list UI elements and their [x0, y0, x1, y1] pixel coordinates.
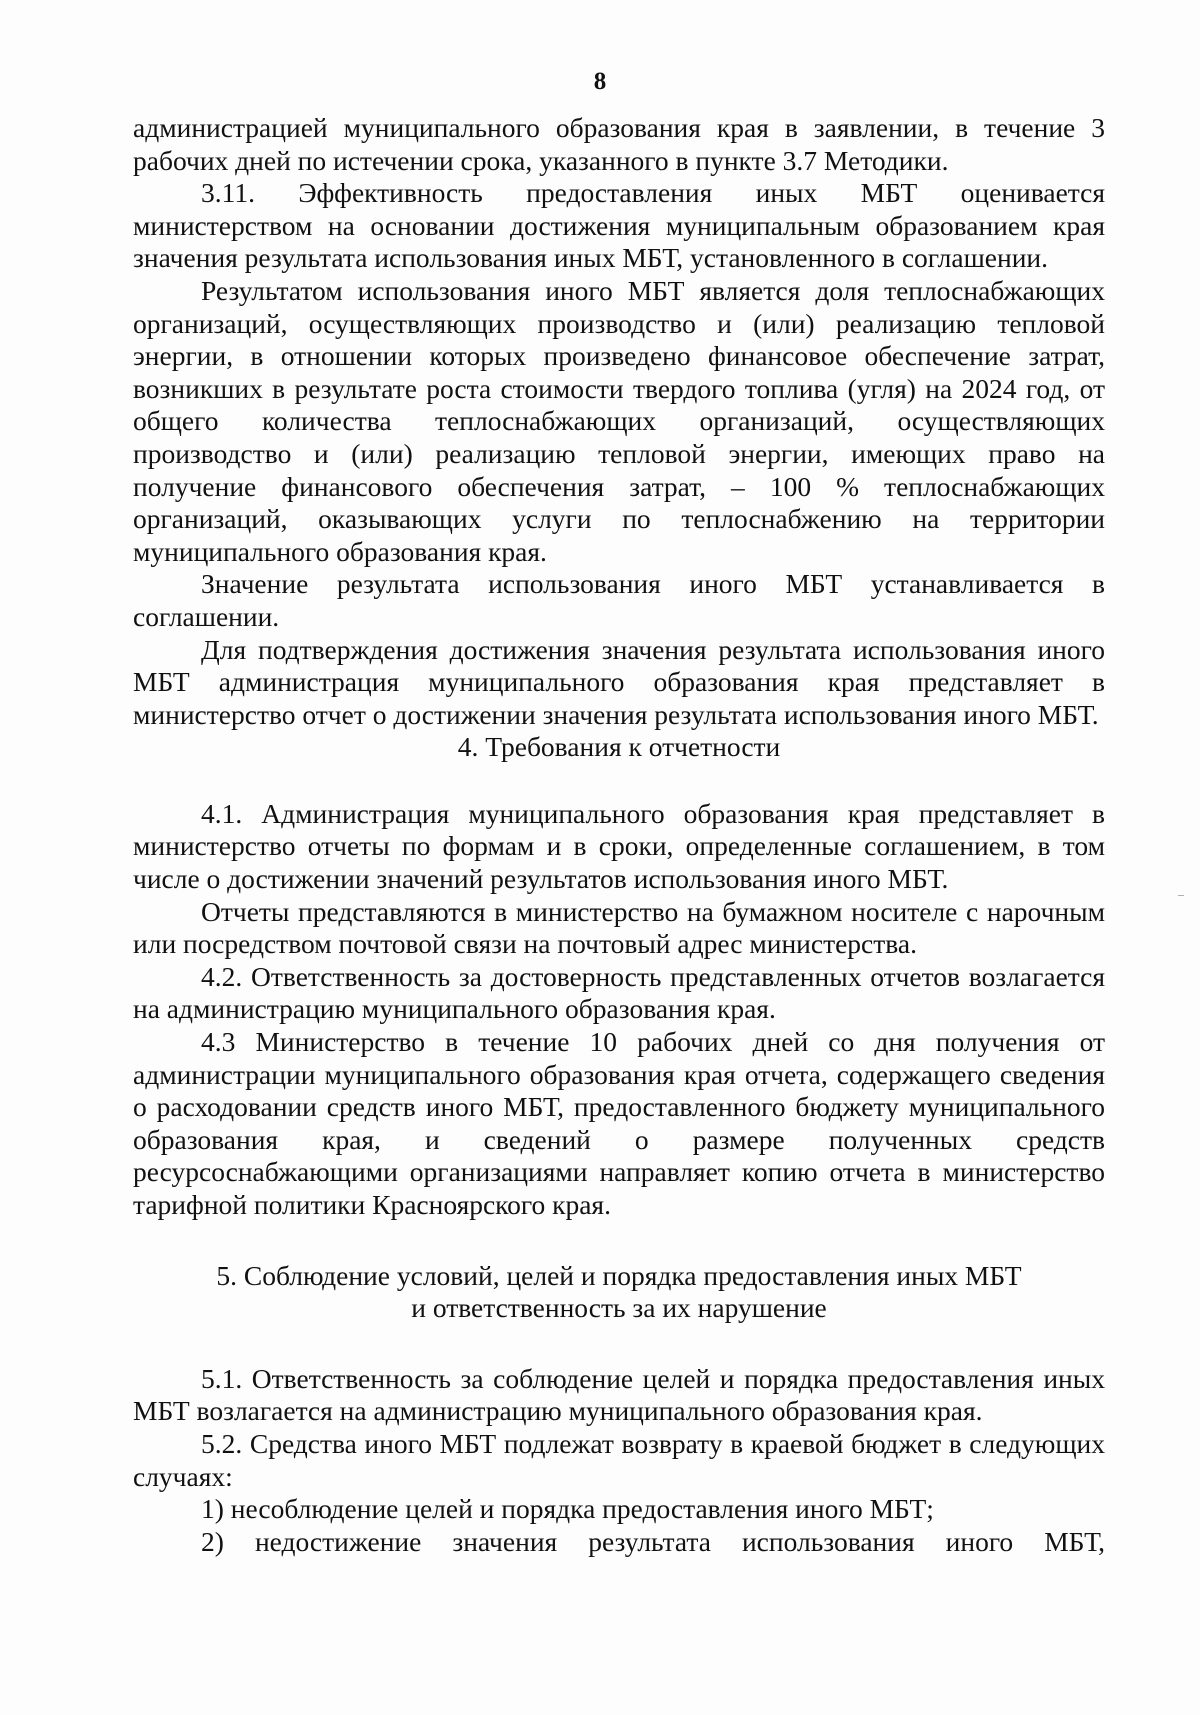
paragraph-result-definition: Результатом использования иного МБТ является доля теплоснабжающих организаций, осуществляющих производство и (или) реализацию тепловой энергии, в отношении которых произведено финансовое обеспечение затрат, возникших в результате роста стоимости твердого топлива (угля) на 2024 год, от общего количества теплоснабжающих организаций, осуществляющих производство и (или) реализацию тепловой энергии, имеющих право на получение финансового обеспечения затрат, – 100 % теплоснабжающих организаций, оказывающих услуги по теплоснабжению на территории муниципального образования края.	[133, 274, 1105, 567]
list-item-2-word: использования	[741, 1525, 915, 1557]
list-item-2-word: значения	[452, 1525, 558, 1557]
document-body	[133, 112, 1105, 1558]
paragraph-continuation: администрацией муниципального образования края в заявлении, в течение 3 рабочих дней по истечении срока, указанного в пункте 3.7 Методики.	[133, 112, 1105, 176]
section-5-heading-line-1: 5. Соблюдение условий, целей и порядка предоставления иных МБТ	[216, 1259, 1022, 1291]
paragraph-5-1: 5.1. Ответственность за соблюдение целей и порядка предоставления иных МБТ возлагается на администрацию муниципального образования края.	[133, 1362, 1105, 1427]
list-item-1: 1) несоблюдение целей и порядка предоставления иного МБТ;	[201, 1493, 934, 1525]
spacer	[133, 1325, 1105, 1363]
paragraph-5-2: 5.2. Средства иного МБТ подлежат возврату в краевой бюджет в следующих случаях:	[133, 1427, 1105, 1492]
section-5-heading-line-2: и ответственность за их нарушение	[411, 1292, 827, 1324]
list-item-2-word: МБТ,	[1044, 1525, 1105, 1557]
paragraph-confirmation: Для подтверждения достижения значения результата использования иного МБТ администрация муниципального образования края представляет в министерство отчет о достижении значения результата использования иного МБТ.	[133, 633, 1105, 730]
section-4-heading: 4. Требования к отчетности	[457, 731, 781, 763]
spacer	[133, 764, 1105, 798]
paragraph-4-2: 4.2. Ответственность за достоверность представленных отчетов возлагается на администрацию муниципального образования края.	[133, 960, 1105, 1025]
list-item-2-word: 2)	[201, 1525, 224, 1557]
list-item-2-word: недостижение	[254, 1525, 422, 1557]
scan-artifact	[1178, 895, 1184, 896]
paragraph-reports-delivery: Отчеты представляются в министерство на бумажном носителе с нарочным или посредством почтовой связи на почтовый адрес министерства.	[133, 895, 1105, 960]
list-item-2-word: иного	[945, 1525, 1014, 1557]
list-item-2-word: результата	[588, 1525, 711, 1557]
paragraph-4-3: 4.3 Министерство в течение 10 рабочих дней со дня получения от администрации муниципального образования края отчета, содержащего сведения о расходовании средств иного МБТ, предоставленного бюджету муниципального образования края, и сведений о размере полученных средств ресурсоснабжающими организациями направляет копию отчета в министерство тарифной политики Красноярского края.	[133, 1026, 1105, 1220]
paragraph-4-1: 4.1. Администрация муниципального образования края представляет в министерство отчеты по формам и в сроки, определенные соглашением, в том числе о достижении значений результатов использования иного МБТ.	[133, 797, 1105, 895]
paragraph-3-11: 3.11. Эффективность предоставления иных МБТ оценивается министерством на основании достижения муниципальным образованием края значения результата использования иных МБТ, установленного в соглашении.	[133, 177, 1105, 274]
paragraph-result-value: Значение результата использования иного МБТ устанавливается в соглашении.	[133, 568, 1105, 632]
list-item-2	[133, 1526, 1105, 1559]
spacer	[133, 1222, 1105, 1260]
page-number: 8	[593, 68, 607, 95]
